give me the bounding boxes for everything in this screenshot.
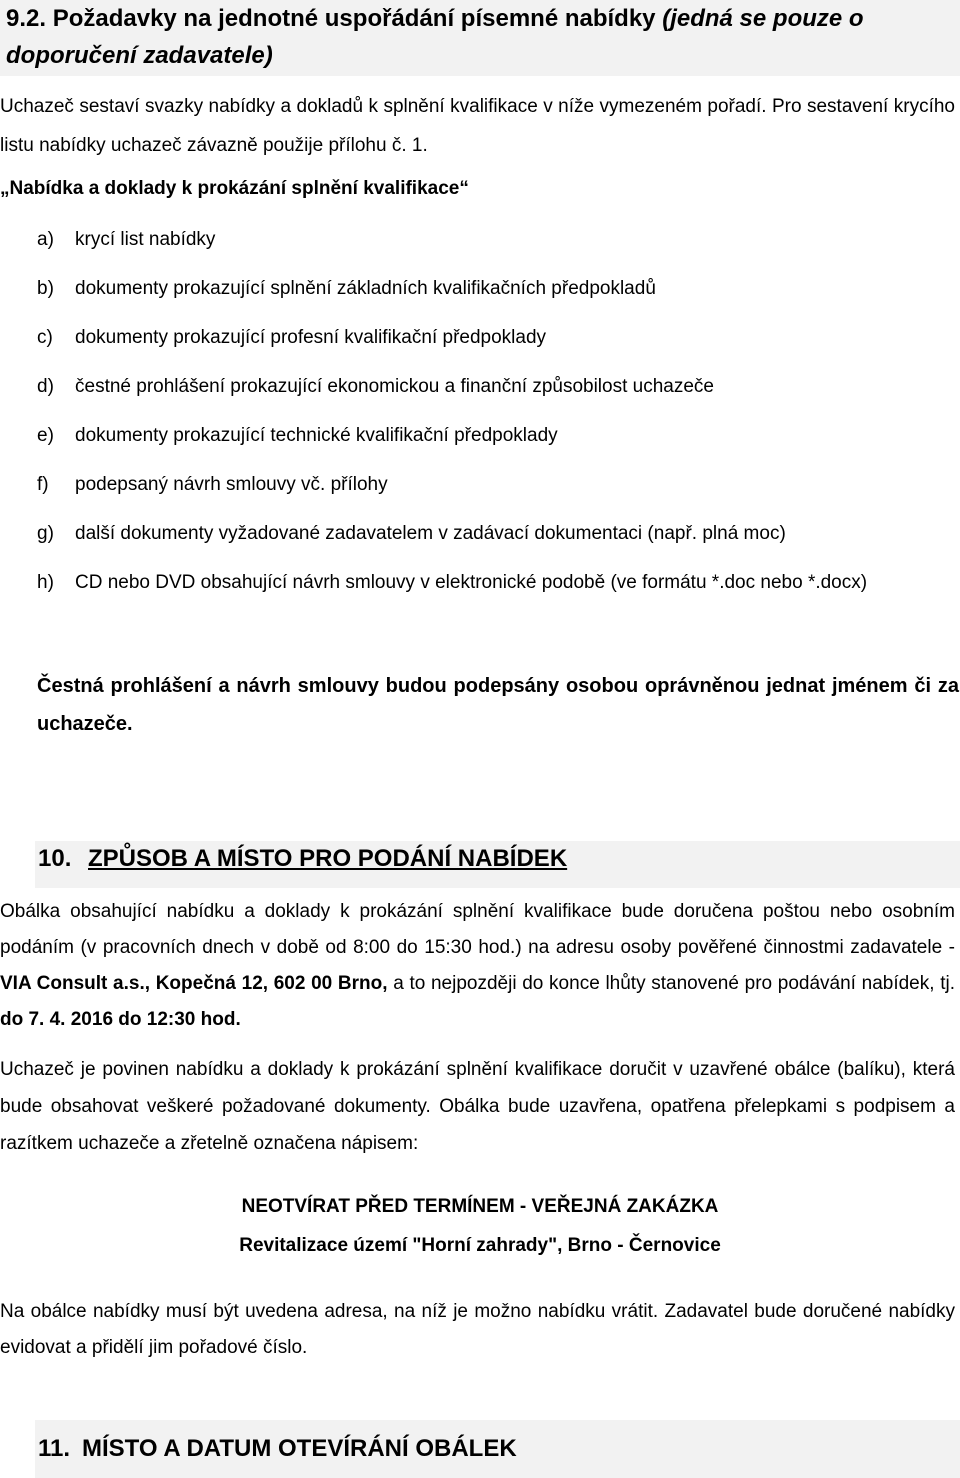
section-9-2-intro: Uchazeč sestaví svazky nabídky a dokladů k splnění kvalifikace v níže vymezeném pořadí. Pro sestavení krycího listu nabídky uchazeč závazně použije přílohu č. 1. xyxy=(0,96,955,156)
list-item xyxy=(37,229,215,251)
list-item-text: krycí list nabídky xyxy=(75,229,216,250)
list-item xyxy=(37,572,867,594)
section-11-heading xyxy=(35,1420,960,1478)
list-item-text: dokumenty prokazující technické kvalifikační předpoklady xyxy=(75,425,558,446)
delivery-deadline: do 7. 4. 2016 do 12:30 hod. xyxy=(0,1009,241,1030)
list-item-mark: a) xyxy=(37,229,54,250)
section-11-title: MÍSTO A DATUM OTEVÍRÁNÍ OBÁLEK xyxy=(82,1435,517,1462)
section-9-2-heading-text: 9.2. Požadavky na jednotné uspořádání písemné nabídky xyxy=(6,5,663,32)
section-9-2-heading xyxy=(0,0,960,76)
section-11-number: 11. xyxy=(38,1435,71,1462)
list-item-text: CD nebo DVD obsahující návrh smlouvy v elektronické podobě (ve formátu *.doc nebo *.docx) xyxy=(75,572,868,593)
delivery-address: VIA Consult a.s., Kopečná 12, 602 00 Brno, xyxy=(0,973,388,994)
list-item xyxy=(37,474,388,496)
list-item-text: dokumenty prokazující profesní kvalifikační předpoklady xyxy=(75,327,547,348)
section-10-title: ZPŮSOB A MÍSTO PRO PODÁNÍ NABÍDEK xyxy=(88,845,568,872)
envelope-label-line1: NEOTVÍRAT PŘED TERMÍNEM - VEŘEJNÁ ZAKÁZKA xyxy=(241,1196,719,1217)
list-item-mark: g) xyxy=(37,523,54,544)
list-title: „Nabídka a doklady k prokázání splnění kvalifikace“ xyxy=(0,178,469,199)
signature-note: Čestná prohlášení a návrh smlouvy budou podepsány osobou oprávněnou jednat jménem či za uchazeče. xyxy=(37,675,959,735)
list-item-text: další dokumenty vyžadované zadavatelem v zadávací dokumentaci (např. plná moc) xyxy=(75,523,786,544)
list-item-text: podepsaný návrh smlouvy vč. přílohy xyxy=(75,474,388,495)
list-item-mark: c) xyxy=(37,327,53,348)
delivery-text-c: a to nejpozději do konce lhůty stanovené pro podávání nabídek, tj. xyxy=(387,973,955,994)
list-item xyxy=(37,327,546,349)
envelope-paragraph: Uchazeč je povinen nabídku a doklady k prokázání splnění kvalifikace doručit v uzavřené obálce (balíku), která bude obsahovat veškeré požadované dokumenty. Obálka bude uzavřena, opatřena přelepkami s podpisem a razítkem uchazeče a zřetelně označena nápisem: xyxy=(0,1059,955,1154)
list-item-mark: e) xyxy=(37,425,54,446)
list-item-mark: f) xyxy=(37,474,49,495)
list-item-mark: d) xyxy=(37,376,54,397)
section-9-2-heading-italic: (jedná se pouze o doporučení zadavatele) xyxy=(6,5,864,69)
section-10-heading xyxy=(35,841,960,888)
delivery-text-a: Obálka obsahující nabídku a doklady k prokázání splnění kvalifikace bude doručena poštou nebo osobním podáním (v pracovních dnech v době od 8:00 do 15:30 hod.) na adresu osoby pověřené činnostmi zadavatele - xyxy=(0,901,955,958)
list-item xyxy=(37,278,656,300)
list-item-mark: b) xyxy=(37,278,54,299)
envelope-label-line2: Revitalizace území "Horní zahrady", Brno - Černovice xyxy=(239,1235,721,1256)
return-address-paragraph: Na obálce nabídky musí být uvedena adresa, na níž je možno nabídku vrátit. Zadavatel bude doručené nabídky evidovat a přidělí jim pořadové číslo. xyxy=(0,1301,955,1358)
section-10-number: 10. xyxy=(38,845,72,872)
delivery-paragraph xyxy=(0,894,955,1038)
list-item-mark: h) xyxy=(37,572,54,593)
list-item-text: čestné prohlášení prokazující ekonomickou a finanční způsobilost uchazeče xyxy=(75,376,714,397)
list-item xyxy=(37,376,714,398)
list-item-text: dokumenty prokazující splnění základních kvalifikačních předpokladů xyxy=(75,278,656,299)
list-item xyxy=(37,425,558,447)
list-item xyxy=(37,523,786,545)
